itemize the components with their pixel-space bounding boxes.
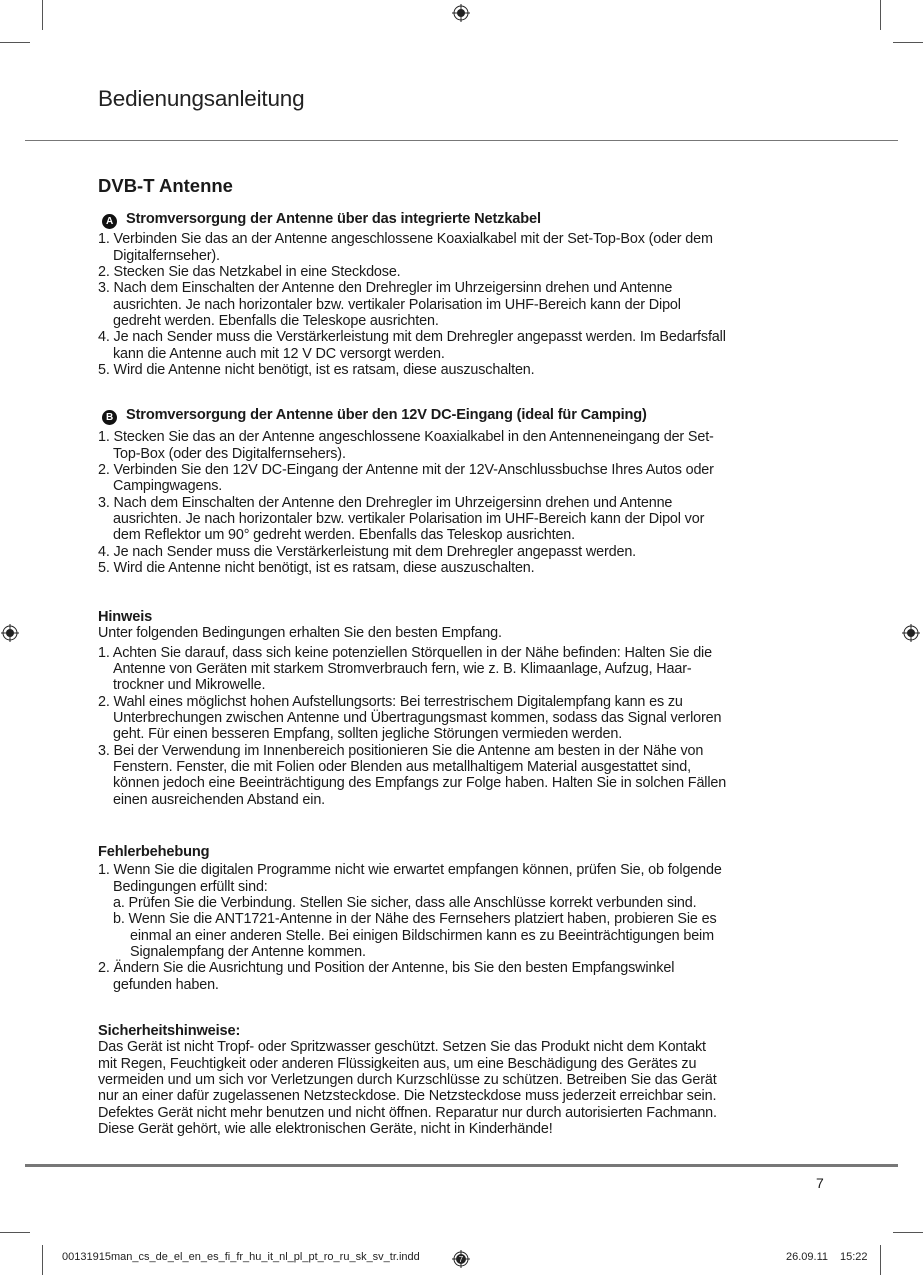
text-line: 1. Achten Sie darauf, dass sich keine potenziellen Störquellen in der Nähe befinden: Halten Sie die [98, 644, 712, 661]
text-line: 1. Wenn Sie die digitalen Programme nicht wie erwartet empfangen können, prüfen Sie, ob folgende [98, 862, 722, 879]
text-line: 3. Bei der Verwendung im Innenbereich positionieren Sie die Antenne am besten in der Nähe von [98, 742, 704, 759]
text-line: 2. Ändern Sie die Ausrichtung und Position der Antenne, bis Sie den besten Empfangswinkel [98, 960, 675, 977]
registration-mark-icon [452, 1250, 470, 1268]
text-line: 5. Wird die Antenne nicht benötigt, ist es ratsam, diese auszuschalten. [98, 560, 535, 577]
crop-mark [880, 1245, 881, 1275]
text-line: vermeiden und um sich vor Verletzungen durch Kurzschlüsse zu schützen. Betreiben Sie das Gerät [98, 1072, 717, 1089]
text-line: 4. Je nach Sender muss die Verstärkerleistung mit dem Drehregler angepasst werden. [98, 543, 637, 560]
text-line: Defektes Gerät nicht mehr benutzen und nicht öffnen. Reparatur nur durch autorisierten Fachmann. [98, 1104, 717, 1121]
registration-mark-icon [1, 624, 19, 642]
section-title [98, 407, 838, 423]
text-line: mit Regen, Feuchtigkeit oder anderen Flüssigkeiten aus, um eine Beschädigung des Gerätes zu [98, 1055, 697, 1072]
registration-mark-icon [452, 4, 470, 22]
footer-time: 15:22 [840, 1251, 868, 1263]
text-line: geht. Für einen besseren Empfang, sollten jegliche Störungen vermieden werden. [113, 726, 623, 743]
text-line: Unterbrechungen zwischen Antenne und Übertragungsmast kommen, sodass das Signal verloren [113, 710, 722, 727]
text-line: b. Wenn Sie die ANT1721-Antenne in der Nähe des Fernsehers platziert haben, probieren Sie es [113, 911, 717, 928]
section-hinweis [98, 609, 838, 808]
footer-divider [25, 1164, 898, 1167]
text-line: Antenne von Geräten mit starkem Stromverbrauch fern, wie z. B. Klimaanlage, Aufzug, Haar- [113, 661, 692, 678]
text-line: a. Prüfen Sie die Verbindung. Stellen Sie sicher, dass alle Anschlüsse korrekt verbunden sind. [113, 895, 697, 912]
text-line: nur an einer dafür zugelassenen Netzsteckdose. Die Netzsteckdose muss jederzeit erreichbar sein. [98, 1088, 717, 1105]
text-line: ausrichten. Je nach horizontaler bzw. vertikaler Polarisation im UHF-Bereich kann der Dipol vor [113, 511, 705, 528]
text-line: 4. Je nach Sender muss die Verstärkerleistung mit dem Drehregler angepasst werden. Im Bedarfsfall [98, 329, 726, 346]
circled-letter-icon: B [102, 410, 117, 425]
section-title-text: Hinweis [98, 609, 153, 625]
page-header-title: Bedienungsanleitung [98, 86, 305, 111]
crop-mark [0, 42, 30, 43]
text-line: 1. Stecken Sie das an der Antenne angeschlossene Koaxialkabel in den Antenneneingang der Set- [98, 429, 714, 446]
section-fehler [98, 844, 838, 993]
section-heading: DVB-T Antenne [98, 175, 233, 196]
text-line: Unter folgenden Bedingungen erhalten Sie den besten Empfang. [98, 625, 502, 642]
text-line: können jedoch eine Beeinträchtigung des Empfangs zur Folge haben. Halten Sie in solchen Fällen [113, 775, 727, 792]
section-title [98, 609, 838, 625]
text-line: Campingwagens. [113, 478, 223, 495]
text-line: Digitalfernseher). [113, 247, 220, 264]
section-title-text: Stromversorgung der Antenne über das integrierte Netzkabel [126, 211, 541, 227]
section-sicher [98, 1023, 838, 1137]
section-title-text: Fehlerbehebung [98, 844, 210, 860]
text-line: einmal an einer anderen Stelle. Bei einigen Bildschirmen kann es zu Beeinträchtigungen beim [130, 927, 714, 944]
text-line: Bedingungen erfüllt sind: [113, 878, 268, 895]
registration-mark-icon [902, 624, 920, 642]
text-line: dem Reflektor um 90° gedreht werden. Ebenfalls das Teleskop ausrichten. [113, 527, 575, 544]
text-line: Diese Gerät gehört, wie alle elektronischen Geräte, nicht in Kinderhände! [98, 1121, 553, 1138]
section-title-text: Sicherheitshinweise: [98, 1023, 241, 1039]
text-line: einen ausreichenden Abstand ein. [113, 791, 326, 808]
text-line: 1. Verbinden Sie das an der Antenne angeschlossene Koaxialkabel mit der Set-Top-Box (oder dem [98, 231, 713, 248]
section-b [98, 407, 838, 576]
footer-page-in-file: 7 [458, 1255, 464, 1264]
text-line: 2. Wahl eines möglichst hohen Aufstellungsorts: Bei terrestrischem Digitalempfang kann es zu [98, 693, 683, 710]
text-line: Fenstern. Fenster, die mit Folien oder Blenden aus metallhaltigem Material ausgestattet sind, [113, 759, 691, 776]
text-line: gedreht werden. Ebenfalls die Teleskope ausrichten. [113, 313, 439, 330]
crop-mark [42, 1245, 43, 1275]
text-line: Signalempfang der Antenne kommen. [130, 944, 366, 961]
section-title [98, 844, 838, 860]
circled-letter-icon: A [102, 214, 117, 229]
text-line: 2. Stecken Sie das Netzkabel in eine Steckdose. [98, 264, 401, 281]
text-line: Das Gerät ist nicht Tropf- oder Spritzwasser geschützt. Setzen Sie das Produkt nicht dem Kontakt [98, 1039, 706, 1056]
text-line: kann die Antenne auch mit 12 V DC versorgt werden. [113, 345, 445, 362]
text-line: 3. Nach dem Einschalten der Antenne den Drehregler im Uhrzeigersinn drehen und Antenne [98, 494, 673, 511]
footer-filename: 00131915man_cs_de_el_en_es_fi_fr_hu_it_nl_pl_pt_ro_ru_sk_sv_tr.indd [62, 1251, 420, 1263]
text-line: 2. Verbinden Sie den 12V DC-Eingang der Antenne mit der 12V-Anschlussbuchse Ihres Autos oder [98, 462, 714, 479]
crop-mark [893, 1232, 923, 1233]
text-line: ausrichten. Je nach horizontaler bzw. vertikaler Polarisation im UHF-Bereich kann der Dipol [113, 296, 681, 313]
page-number: 7 [816, 1175, 824, 1191]
crop-mark [893, 42, 923, 43]
text-line: 3. Nach dem Einschalten der Antenne den Drehregler im Uhrzeigersinn drehen und Antenne [98, 280, 673, 297]
crop-mark [0, 1232, 30, 1233]
section-title [98, 1023, 838, 1039]
crop-mark [42, 0, 43, 30]
crop-mark [880, 0, 881, 30]
text-line: 5. Wird die Antenne nicht benötigt, ist es ratsam, diese auszuschalten. [98, 362, 535, 379]
text-line: gefunden haben. [113, 976, 219, 993]
header-divider [25, 140, 898, 141]
section-title-text: Stromversorgung der Antenne über den 12V DC-Eingang (ideal für Camping) [126, 407, 647, 423]
text-line: trockner und Mikrowelle. [113, 677, 266, 694]
footer-date: 26.09.11 [786, 1251, 829, 1263]
section-a [98, 211, 838, 378]
text-line: Top-Box (oder des Digitalfernsehers). [113, 445, 346, 462]
section-title [98, 211, 838, 227]
